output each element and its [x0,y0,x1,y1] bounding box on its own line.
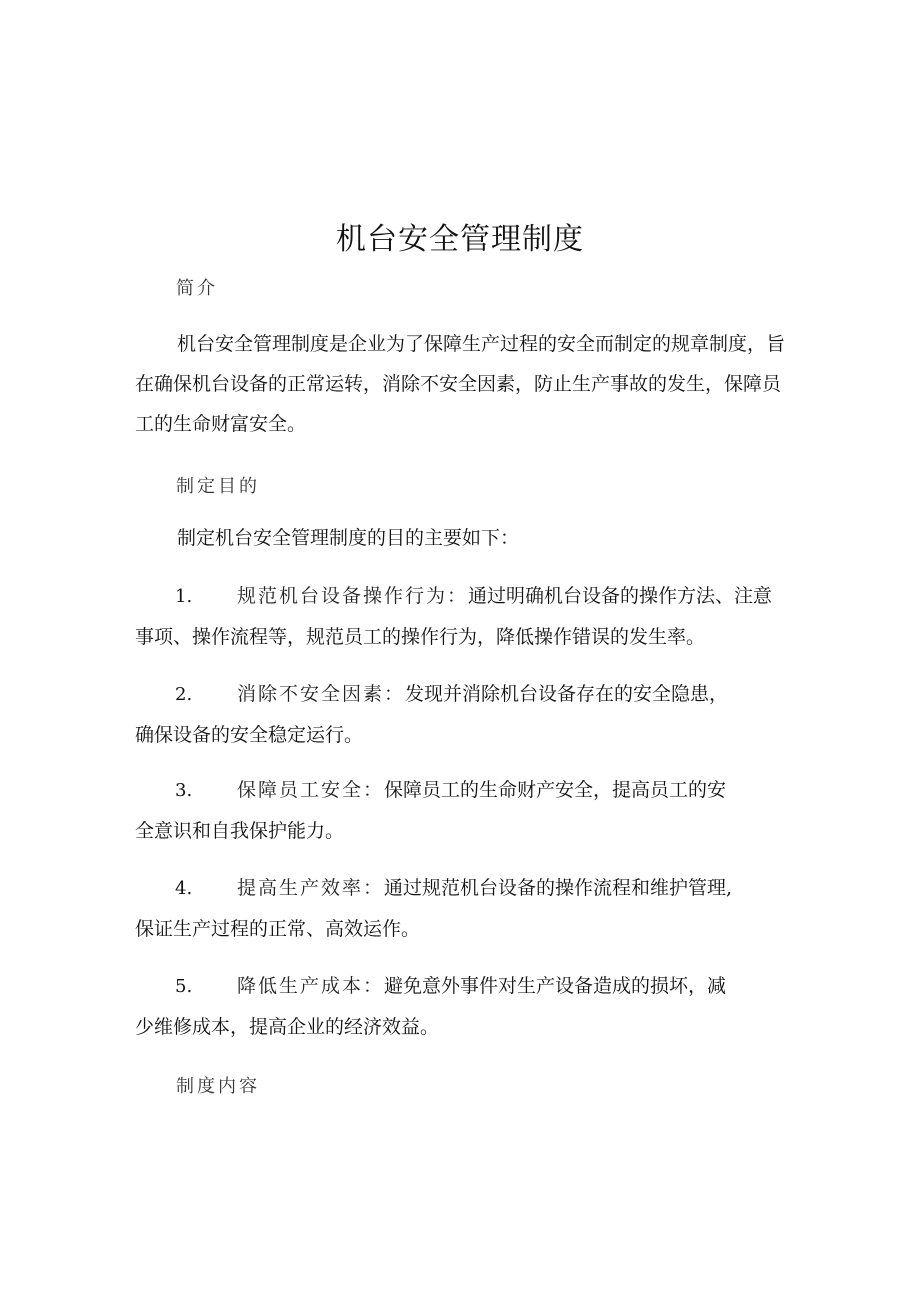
page-title: 机台安全管理制度 [336,222,584,257]
list-item-continuation: 保证生产过程的正常、高效运作。 [135,918,421,940]
list-item [135,770,785,851]
purpose-paragraph: 制定机台安全管理制度的目的主要如下： [177,527,520,549]
list-item-continuation: 事项、操作流程等，规范员工的操作行为，降低操作错误的发生率。 [135,626,706,648]
list-item-text: 发现并消除机台设备存在的安全隐患， [405,683,729,705]
list-item-number: 3. [175,780,193,801]
list-item-text: 避免意外事件对生产设备造成的损坏，减 [384,975,727,997]
section-heading-intro: 简介 [176,278,218,299]
list-item-lead: 消除不安全因素： [237,683,406,705]
list-item-lead: 保障员工安全： [237,779,385,801]
list-item-number: 2. [175,684,193,705]
list-item-lead: 降低生产成本： [237,975,385,997]
list-item [135,868,785,949]
list-item-lead: 规范机台设备操作行为： [237,585,469,607]
list-item-number: 1. [175,586,193,607]
section-heading-purpose: 制定目的 [176,476,260,497]
list-item-number: 4. [175,878,193,899]
list-item-number: 5. [175,976,193,997]
list-item-continuation: 确保设备的安全稳定运行。 [135,724,364,746]
list-item-lead: 提高生产效率： [237,877,385,899]
list-item [135,674,785,755]
list-item [135,576,785,657]
intro-paragraph: 机台安全管理制度是企业为了保障生产过程的安全而制定的规章制度，旨在确保机台设备的正常运转，消除不安全因素，防止生产事故的发生，保障员工的生命财富安全。 [135,333,786,435]
list-item [135,966,785,1047]
list-item-continuation: 少维修成本，提高企业的经济效益。 [135,1016,440,1038]
list-item-continuation: 全意识和自我保护能力。 [135,820,345,842]
list-item-text: 通过规范机台设备的操作流程和维护管理, [384,877,733,899]
section-heading-content: 制度内容 [176,1076,260,1097]
list-item-text: 保障员工的生命财产安全，提高员工的安 [384,779,727,801]
list-item-text: 通过明确机台设备的操作方法、注意 [468,585,773,607]
